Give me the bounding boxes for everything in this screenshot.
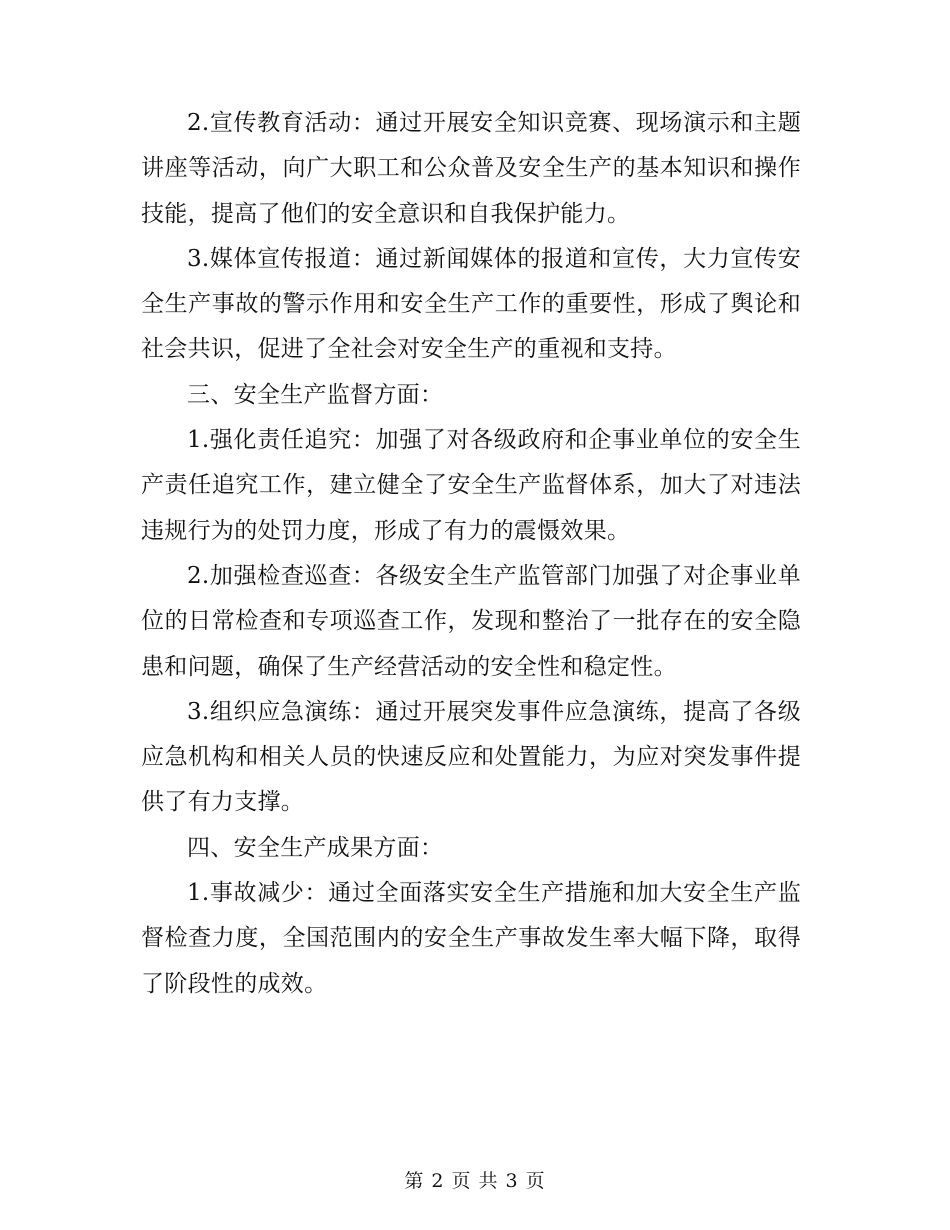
paragraph-emergency-drill: 3.组织应急演练：通过开展突发事件应急演练，提高了各级应急机构和相关人员的快速反应和处置能力，为应对突发事件提供了有力支撑。 — [141, 698, 801, 816]
section-heading-results: 四、安全生产成果方面： — [187, 834, 444, 861]
section-heading-supervision: 三、安全生产监督方面： — [187, 381, 444, 408]
paragraph-accountability: 1.强化责任追究：加强了对各级政府和企事业单位的安全生产责任追究工作，建立健全了安全生产监督体系，加大了对违法违规行为的处罚力度，形成了有力的震慑效果。 — [141, 427, 801, 544]
page-number-footer: 第 2 页 共 3 页 — [404, 1170, 546, 1192]
paragraph-accident-reduction: 1.事故减少：通过全面落实安全生产措施和加大安全生产监督检查力度，全国范围内的安全生产事故发生率大幅下降，取得了阶段性的成效。 — [141, 880, 801, 997]
paragraph-propaganda-education: 2.宣传教育活动：通过开展安全知识竞赛、现场演示和主题讲座等活动，向广大职工和公众普及安全生产的基本知识和操作技能，提高了他们的安全意识和自我保护能力。 — [141, 110, 801, 227]
paragraph-inspection: 2.加强检查巡查：各级安全生产监管部门加强了对企事业单位的日常检查和专项巡查工作，发现和整治了一批存在的安全隐患和问题，确保了生产经营活动的安全性和稳定性。 — [141, 562, 801, 680]
document-body — [141, 101, 801, 1007]
paragraph-media-reporting: 3.媒体宣传报道：通过新闻媒体的报道和宣传，大力宣传安全生产事故的警示作用和安全生产工作的重要性，形成了舆论和社会共识，促进了全社会对安全生产的重视和支持。 — [141, 245, 801, 363]
